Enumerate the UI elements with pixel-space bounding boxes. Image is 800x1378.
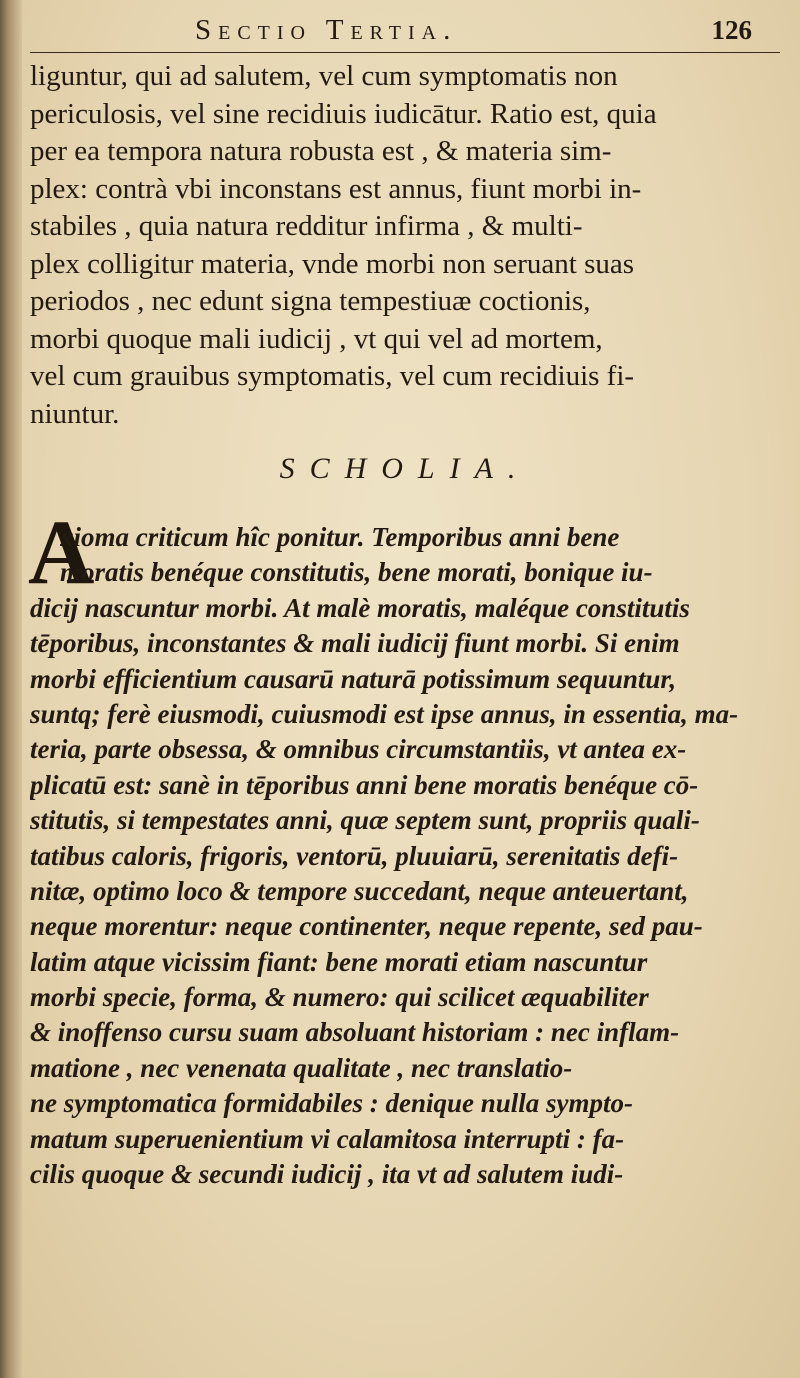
scholia-line: matione , nec venenata qualitate , nec translatio- [30, 1052, 573, 1083]
scholia-line: & inoffenso cursu suam absoluant historiam : nec inflam- [30, 1017, 680, 1048]
book-spine-shadow [0, 0, 22, 1378]
scholia-line: latim atque vicissim fiant: bene morati etiam nascuntur [30, 946, 648, 977]
text-line: niuntur. [30, 397, 120, 430]
text-line: vel cum grauibus symptomatis, vel cum recidiuis fi- [30, 360, 635, 392]
scholia-line: xioma criticum hîc ponitur. Temporibus anni bene [60, 522, 620, 552]
scholia-heading: SCHOLIA. [279, 452, 531, 485]
scholia-line: ne symptomatica formidabiles : denique nulla sympto- [30, 1088, 633, 1119]
scholia-line: stitutis, si tempestates anni, quæ septem sunt, propriis quali- [30, 805, 700, 836]
scholia-line: matum superuenientium vi calamitosa interrupti : fa- [30, 1123, 625, 1154]
text-line: plex: contrà vbi inconstans est annus, fiunt morbi in- [30, 172, 642, 205]
text-line: periculosis, vel sine recidiuis iudicātur. Ratio est, quia [30, 97, 657, 130]
drop-cap: A [28, 501, 95, 603]
scholia-line: morbi efficientium causarū naturā potissimum sequuntur, [30, 663, 677, 694]
scholia-line: suntq; ferè eiusmodi, cuiusmodi est ipse annus, in essentia, ma- [30, 698, 739, 729]
text-line: liguntur, qui ad salutem, vel cum symptomatis non [30, 60, 618, 92]
scholia-line: neque morentur: neque continenter, neque repente, sed pau- [30, 911, 703, 942]
page-header [60, 14, 752, 52]
scholia-text [30, 520, 740, 1192]
running-head: Sectio Tertia. [195, 14, 458, 46]
scholia-line: tēporibus, inconstantes & mali iudicij fiunt morbi. Si enim [30, 628, 680, 659]
text-line: plex colligitur materia, vnde morbi non seruant suas [30, 247, 635, 280]
scholia-line: nitæ, optimo loco & tempore succedant, neque anteuertant, [30, 875, 689, 906]
text-line: per ea tempora natura robusta est , & materia sim- [30, 135, 612, 167]
scholia-line: dicij nascuntur morbi. At malè moratis, maléque constitutis [30, 592, 690, 623]
text-line: morbi quoque mali iudicij , vt qui vel ad mortem, [30, 322, 603, 355]
page-number: 126 [711, 15, 752, 45]
header-rule [30, 52, 780, 53]
text-line: stabiles , quia natura redditur infirma , & multi- [30, 210, 583, 242]
scholia-line: morbi specie, forma, & numero: qui scilicet æquabiliter [30, 982, 649, 1013]
main-text [30, 58, 735, 433]
scholia-line: cilis quoque & secundi iudicij , ita vt ad salutem iudi- [30, 1159, 624, 1190]
text-line: periodos , nec edunt signa tempestiuæ coctionis, [30, 285, 591, 317]
scholia-line: teria, parte obsessa, & omnibus circumstantiis, vt antea ex- [30, 734, 687, 765]
scholia-line: plicatū est: sanè in tēporibus anni bene moratis benéque cō- [30, 769, 699, 800]
scholia-line: moratis benéque constitutis, bene morati, bonique iu- [60, 557, 653, 588]
scholia-line: tatibus caloris, frigoris, ventorū, pluuiarū, serenitatis defi- [30, 840, 679, 871]
